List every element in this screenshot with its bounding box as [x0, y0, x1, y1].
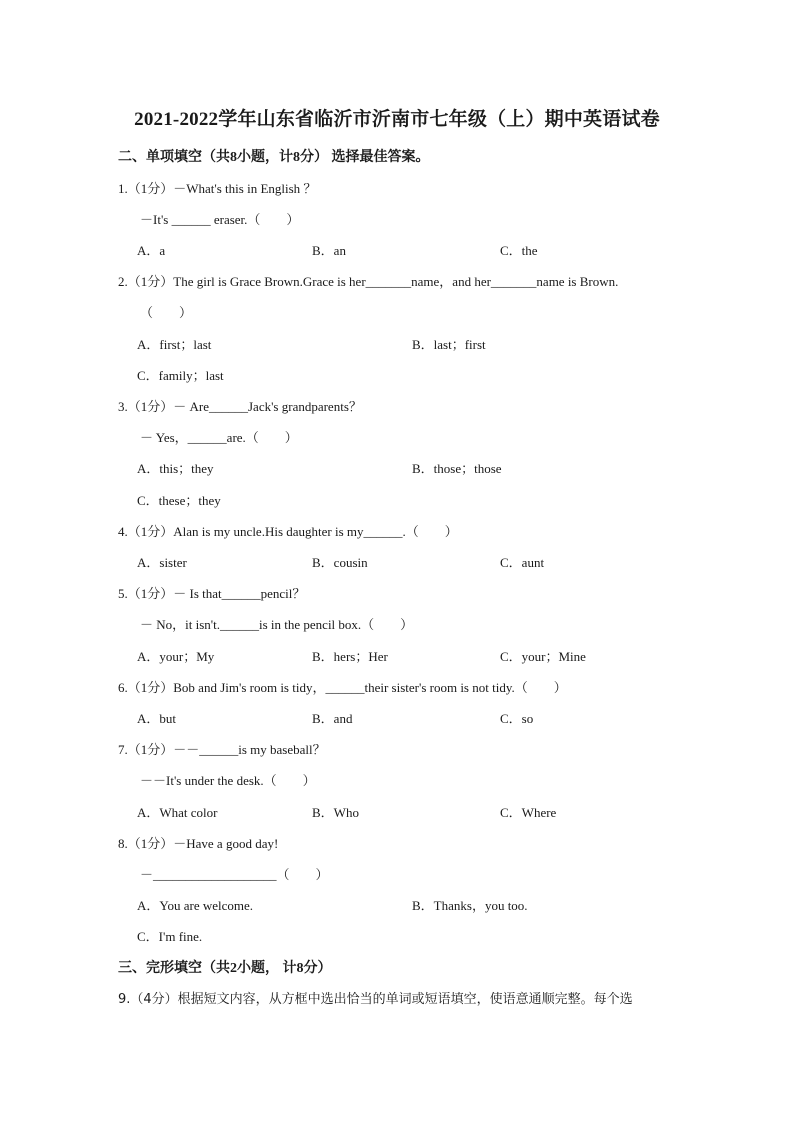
- question-1-option-b[interactable]: B．an: [312, 243, 346, 258]
- question-3-stem: 3.（1分）－ Are______Jack's grandparents？: [118, 399, 362, 414]
- question-4-option-a[interactable]: A．sister: [137, 555, 187, 570]
- question-7-option-c[interactable]: C．Where: [500, 805, 557, 820]
- question-6-option-a[interactable]: A．but: [137, 711, 177, 726]
- section-heading-single-choice: 二、单项填空（共8小题，计8分） 选择最佳答案。: [118, 150, 430, 165]
- question-5-option-a[interactable]: A．your；My: [137, 649, 215, 664]
- question-1-stem: 1.（1分）－What's this in English ？: [118, 181, 317, 196]
- question-3-stem-line2: － Yes，______are.（ ）: [140, 430, 298, 445]
- question-2-stem: 2.（1分）The girl is Grace Brown.Grace is her_______name，and her_______name is Brown.: [118, 274, 619, 289]
- question-3-option-b[interactable]: B．those；those: [412, 461, 502, 476]
- question-7-option-a[interactable]: A．What color: [137, 805, 218, 820]
- question-6-option-b[interactable]: B．and: [312, 711, 353, 726]
- question-5-option-b[interactable]: B．hers；Her: [312, 649, 388, 664]
- question-2-stem-line2: （ ）: [140, 305, 193, 320]
- question-1-option-a[interactable]: A．a: [137, 243, 166, 258]
- question-6-stem: 6.（1分）Bob and Jim's room is tidy，______their sister's room is not tidy.（ ）: [118, 680, 567, 695]
- question-8-stem: 8.（1分）－Have a good day!: [118, 836, 279, 851]
- question-7-option-b[interactable]: B．Who: [312, 805, 359, 820]
- question-5-stem-line2: － No，it isn't.______is in the pencil box.（ ）: [140, 617, 414, 632]
- question-2-option-a[interactable]: A．first；last: [137, 337, 212, 352]
- question-2-option-b[interactable]: B．last；first: [412, 337, 486, 352]
- question-3-option-c[interactable]: C．these；they: [137, 493, 221, 508]
- question-3-option-a[interactable]: A．this；they: [137, 461, 214, 476]
- question-7-stem-line2: －－It's under the desk.（ ）: [140, 773, 316, 788]
- question-8-option-b[interactable]: B．Thanks，you too.: [412, 898, 528, 913]
- question-8-option-a[interactable]: A．You are welcome.: [137, 898, 254, 913]
- question-4-option-c[interactable]: C．aunt: [500, 555, 545, 570]
- question-5-stem: 5.（1分）－ Is that______pencil？: [118, 586, 306, 601]
- section-heading-cloze: 三、完形填空（共2小题， 计8分）: [118, 961, 332, 976]
- question-9-stem: 9.（4分）根据短文内容，从方框中选出恰当的单词或短语填空，使语意通顺完整。每个选: [118, 992, 633, 1007]
- page-title: 2021-2022学年山东省临沂市沂南市七年级（上）期中英语试卷: [134, 109, 660, 130]
- question-4-option-b[interactable]: B．cousin: [312, 555, 368, 570]
- question-8-stem-line2: －___________________（ ）: [140, 867, 329, 882]
- question-1-option-c[interactable]: C．the: [500, 243, 538, 258]
- question-4-stem: 4.（1分）Alan is my uncle.His daughter is my______.（ ）: [118, 524, 458, 539]
- question-1-stem-line2: －It's ______ eraser.（ ）: [140, 212, 300, 227]
- question-8-option-c[interactable]: C．I'm fine.: [137, 929, 203, 944]
- question-2-option-c[interactable]: C．family；last: [137, 368, 224, 383]
- question-6-option-c[interactable]: C．so: [500, 711, 534, 726]
- question-5-option-c[interactable]: C．your；Mine: [500, 649, 586, 664]
- question-7-stem: 7.（1分）－－______is my baseball？: [118, 742, 326, 757]
